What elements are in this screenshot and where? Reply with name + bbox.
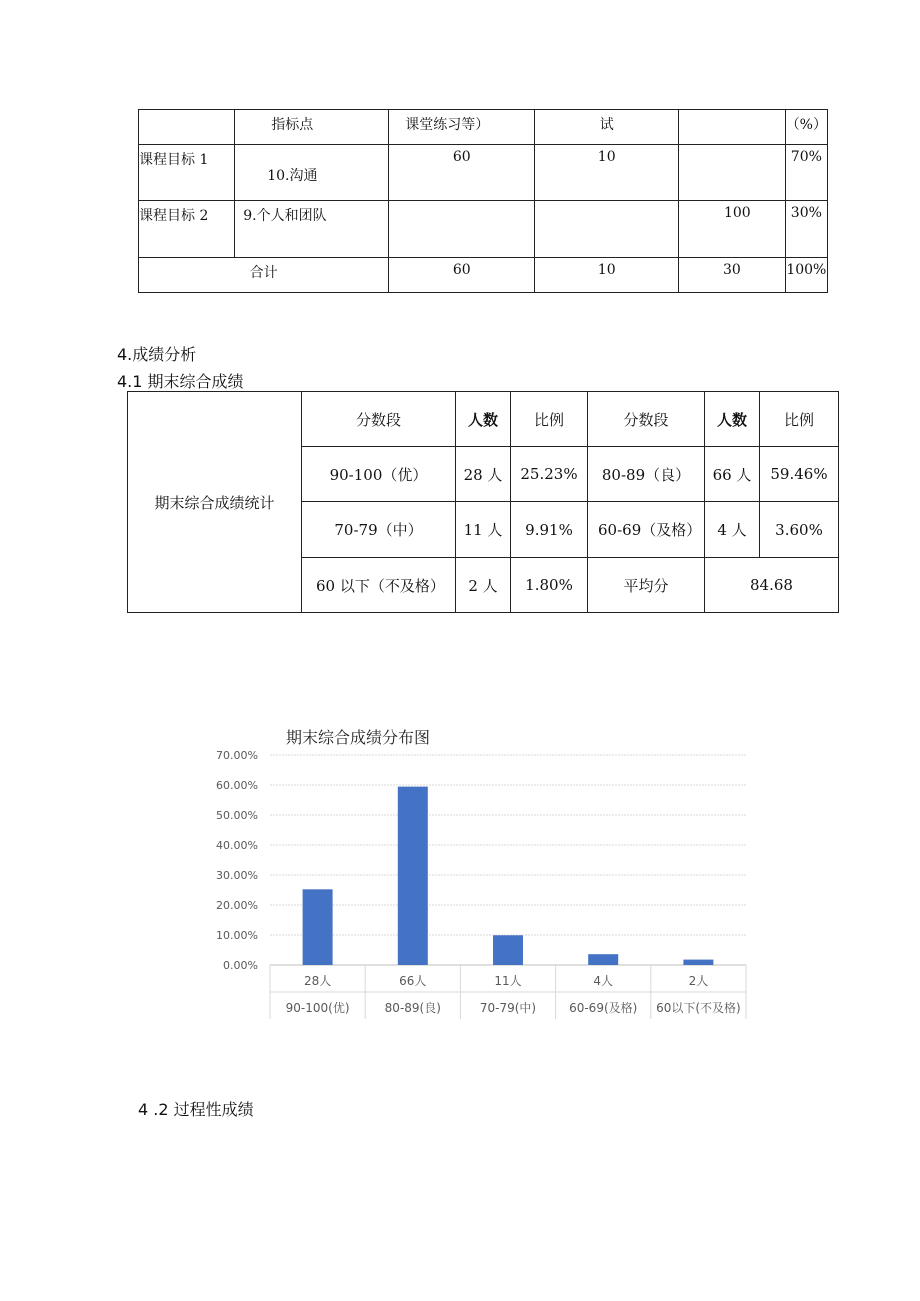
table-cell: 分数段: [588, 392, 705, 447]
table-cell: 人数: [456, 392, 511, 447]
y-tick-label: 60.00%: [216, 779, 258, 792]
table-cell: 60 以下（不及格）: [302, 558, 456, 613]
category-label: 90-100(优): [285, 1001, 350, 1015]
table-cell: 课程目标 2: [139, 201, 235, 258]
table-cell: 30%: [785, 201, 827, 258]
section-heading: 4.1 期末综合成绩: [117, 372, 244, 391]
table-cell: 平均分: [588, 558, 705, 613]
count-label: 66人: [399, 974, 427, 988]
table-cell: 28 人: [456, 447, 511, 502]
course-objective-table: [138, 109, 828, 293]
table-cell: 25.23%: [511, 447, 588, 502]
table-cell: [679, 110, 786, 145]
table-row: [139, 258, 828, 293]
chart-title: 期末综合成绩分布图: [286, 728, 431, 747]
table-cell: 84.68: [705, 558, 839, 613]
table-row: [139, 201, 828, 258]
table-cell: 30: [679, 258, 786, 293]
table-cell: 3.60%: [760, 502, 839, 558]
table-cell: [535, 201, 679, 258]
table-cell: 比例: [511, 392, 588, 447]
table-cell: 试: [535, 110, 679, 145]
table-cell: 10: [535, 145, 679, 201]
table-cell: （%）: [785, 110, 827, 145]
table-cell: 80-89（良）: [588, 447, 705, 502]
table-cell: 比例: [760, 392, 839, 447]
final-grade-table: [127, 391, 839, 613]
table-row: [139, 110, 828, 145]
count-label: 4人: [593, 974, 614, 988]
table-cell: 100%: [785, 258, 827, 293]
table-cell: 100: [679, 201, 786, 258]
category-label: 70-79(中): [479, 1001, 537, 1015]
table-cell: 70-79（中）: [302, 502, 456, 558]
y-tick-label: 20.00%: [216, 899, 258, 912]
table-cell: 66 人: [705, 447, 760, 502]
table-cell: 课堂练习等）: [389, 110, 535, 145]
table-cell: 2 人: [456, 558, 511, 613]
table-cell: 59.46%: [760, 447, 839, 502]
table-cell: 期末综合成绩统计: [128, 392, 302, 613]
table-cell: 指标点: [235, 110, 389, 145]
table-cell: 70%: [785, 145, 827, 201]
table-cell: 人数: [705, 392, 760, 447]
table-cell: 4 人: [705, 502, 760, 558]
section-heading: 4 .2 过程性成绩: [138, 1100, 254, 1119]
table-cell: 11 人: [456, 502, 511, 558]
bar: [303, 889, 333, 965]
y-tick-label: 30.00%: [216, 869, 258, 882]
table-cell: 9.91%: [511, 502, 588, 558]
y-tick-label: 40.00%: [216, 839, 258, 852]
table-cell: [679, 145, 786, 201]
table-cell: 10.沟通: [235, 145, 389, 201]
bar: [398, 787, 428, 965]
y-tick-label: 70.00%: [216, 749, 258, 762]
table-row: [139, 145, 828, 201]
table-cell: 合计: [139, 258, 389, 293]
count-label: 11人: [494, 974, 522, 988]
bar: [588, 954, 618, 965]
count-label: 2人: [688, 974, 709, 988]
table-cell: 课程目标 1: [139, 145, 235, 201]
table-cell: 60: [389, 258, 535, 293]
table-cell: 90-100（优）: [302, 447, 456, 502]
grade-distribution-chart: [200, 715, 760, 1025]
count-label: 28人: [303, 974, 332, 988]
section-heading: 4.成绩分析: [117, 345, 197, 364]
table-cell: 60-69（及格）: [588, 502, 705, 558]
bar: [683, 960, 713, 965]
table-cell: 1.80%: [511, 558, 588, 613]
category-label: 60以下(不及格): [656, 1001, 741, 1015]
category-label: 60-69(及格): [569, 1001, 638, 1015]
table-cell: 9.个人和团队: [235, 201, 389, 258]
table-cell: [389, 201, 535, 258]
table-cell: 60: [389, 145, 535, 201]
table-cell: 10: [535, 258, 679, 293]
y-tick-label: 0.00%: [223, 959, 258, 972]
table-cell: [139, 110, 235, 145]
bar: [493, 935, 523, 965]
category-label: 80-89(良): [384, 1001, 441, 1015]
y-tick-label: 50.00%: [216, 809, 258, 822]
table-row: [128, 392, 839, 447]
y-tick-label: 10.00%: [216, 929, 258, 942]
table-cell: 分数段: [302, 392, 456, 447]
